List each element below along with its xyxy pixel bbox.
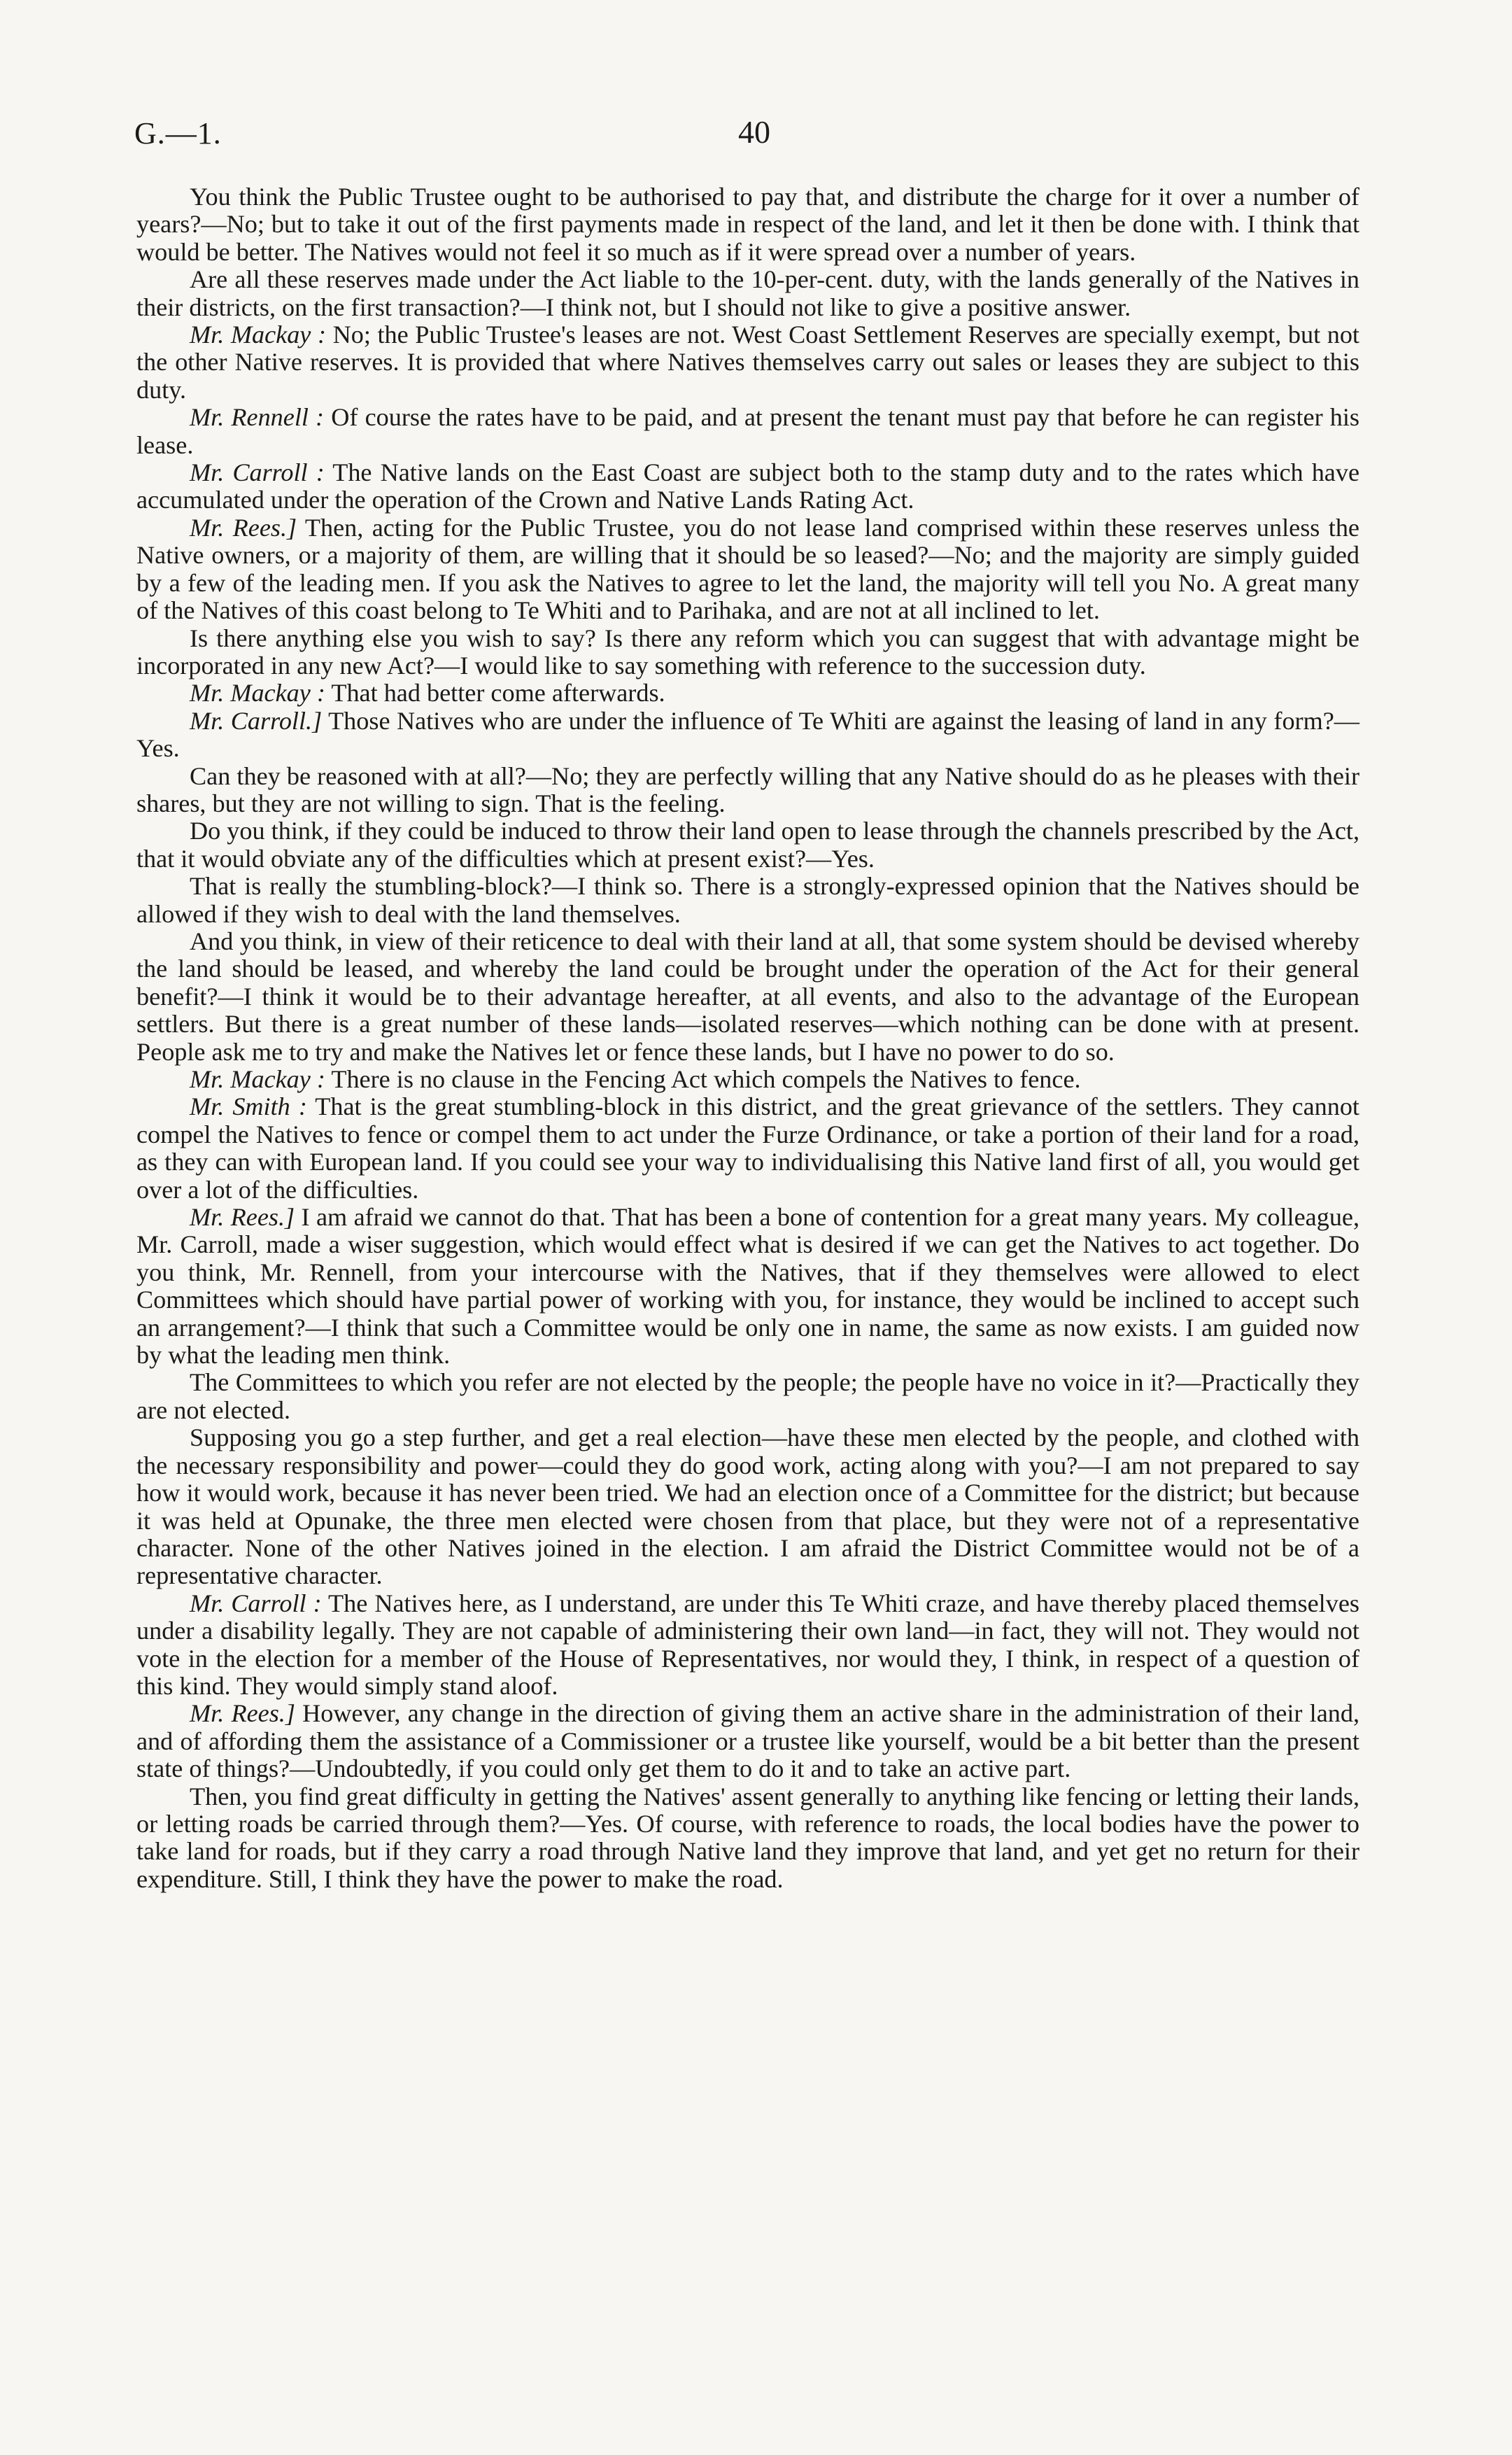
paragraph-text: The Native lands on the East Coast are subject both to the stamp duty and to the rates which have accumulated under the operation of the Crown and Native Lands Rating Act.: [136, 458, 1360, 514]
paragraph: [136, 459, 1359, 514]
paragraph-text: And you think, in view of their reticence to deal with their land at all, that some system should be devised whereby the land should be leased, and whereby the land could be brought under the operation of the Act for their general benefit?—I think it would be to their advantage hereafter, at all events, and also to the advantage of the European settlers. But there is a great number of these lands—isolated reserves—which nothing can be done with at present. People ask me to try and make the Natives let or fence these lands, but I have no power to do so.: [136, 927, 1359, 1066]
paragraph: [136, 1093, 1359, 1204]
paragraph: [136, 183, 1359, 266]
paragraph-text: Are all these reserves made under the Act liable to the 10-per-cent. duty, with the lands generally of the Natives in their districts, on the first transaction?—I think not, but I should not like to give a positive answer.: [136, 265, 1359, 321]
speaker: Mr. Rees.]: [190, 513, 297, 542]
paragraph-text: You think the Public Trustee ought to be authorised to pay that, and distribute the charge for it over a number of years?—No; but to take it out of the first payments made in respect of the land, and let it then be done with. I think that would be better. The Natives would not feel it so much as if it were spread over a number of years.: [136, 183, 1359, 266]
paragraph-text: Then, acting for the Public Trustee, you do not lease land comprised within these reserves unless the Native owners, or a majority of them, are willing that it should be so leased?—No; and the majority are simply guided by a few of the leading men. If you ask the Natives to agree to let the land, the majority will tell you No. A great many of the Natives of this coast belong to Te Whiti and to Parihaka, and are not at all inclined to let.: [136, 513, 1359, 625]
paragraph: [136, 1204, 1359, 1369]
paragraph: [136, 625, 1359, 680]
paragraph: [136, 1424, 1359, 1589]
speaker: Mr. Smith :: [190, 1092, 307, 1121]
paragraph-text: Of course the rates have to be paid, and at present the tenant must pay that before he can register his lease.: [136, 403, 1359, 459]
speaker: Mr. Mackay :: [190, 321, 327, 349]
paragraph: [136, 514, 1359, 625]
paragraph-text: I am afraid we cannot do that. That has been a bone of contention for a great many years. My colleague, Mr. Carroll, made a wiser suggestion, which would effect what is desired if we can get the Natives to act together. Do you think, Mr. Rennell, from your intercourse with the Natives, that if they themselves were allowed to elect Committees which should have partial power of working with you, for instance, they would be inclined to accept such an arrangement?—I think that such a Committee would be only one in name, the same as now exists. I am guided now by what the leading men think.: [136, 1203, 1360, 1370]
paper-reference: G.—1.: [134, 116, 222, 150]
paragraph-text: Supposing you go a step further, and get a real election—have these men elected by the people, and clothed with the necessary responsibility and power—could they do good work, acting along with you?—I am not prepared to say how it would work, because it has never been tried. We had an election once of a Committee for the district; but because it was held at Opunake, the three men elected were chosen from that place, but they were not of a representative character. None of the other Natives joined in the election. I am afraid the District Committee would not be of a representative character.: [136, 1423, 1359, 1590]
paragraph-text: Those Natives who are under the influence of Te Whiti are against the leasing of land in any form?—Yes.: [136, 706, 1359, 763]
paragraph-text: That is really the stumbling-block?—I think so. There is a strongly-expressed opinion that the Natives should be allowed if they wish to deal with the land themselves.: [136, 872, 1359, 928]
paragraph: [136, 404, 1359, 459]
paragraph: [136, 817, 1359, 873]
paragraph-text: That had better come afterwards.: [331, 679, 665, 708]
paragraph: [136, 873, 1359, 928]
paragraph: [136, 928, 1359, 1066]
paragraph-text: Can they be reasoned with at all?—No; they are perfectly willing that any Native should do as he pleases with their shares, but they are not willing to sign. That is the feeling.: [136, 761, 1359, 817]
speaker: Mr. Mackay :: [190, 1065, 325, 1093]
paragraph-text: There is no clause in the Fencing Act which compels the Natives to fence.: [331, 1065, 1081, 1093]
paragraph: [136, 1369, 1359, 1424]
page-number: 40: [738, 114, 770, 150]
paragraph-text: However, any change in the direction of giving them an active share in the administration of their land, and of affording them the assistance of a Commissioner or a trustee like yourself, would be a bit better than the present state of things?—Undoubtedly, if you could only get them to do it and to take an active part.: [136, 1699, 1360, 1783]
paragraph: [136, 1590, 1359, 1701]
speaker: Mr. Rees.]: [190, 1699, 295, 1728]
paragraph: [136, 763, 1359, 818]
paragraph: [136, 321, 1359, 404]
speaker: Mr. Carroll :: [190, 458, 325, 487]
paragraph: [136, 1700, 1359, 1782]
paragraph-text: Then, you find great difficulty in getting the Natives' assent generally to anything like fencing or letting their lands, or letting roads be carried through them?—Yes. Of course, with reference to roads, the local bodies have the power to take land for roads, but if they carry a road through Native land they improve that land, and yet get no return for their expenditure. Still, I think they have the power to make the road.: [136, 1782, 1359, 1893]
speaker: Mr. Rennell :: [190, 403, 325, 432]
speaker: Mr. Mackay :: [190, 679, 325, 708]
paragraph-text: The Natives here, as I understand, are under this Te Whiti craze, and have thereby placed themselves under a disability legally. They are not capable of administering their own land—in fact, they will not. They would not vote in the election for a member of the House of Representatives, nor would they, I think, in respect of a question of this kind. They would simply stand aloof.: [136, 1589, 1359, 1700]
paragraph-text: That is the great stumbling-block in this district, and the great grievance of the settlers. They cannot compel the Natives to fence or compel them to act under the Furze Ordinance, or take a portion of their land for a road, as they can with European land. If you could see your way to individualising this Native land first of all, you would get over a lot of the difficulties.: [136, 1092, 1359, 1204]
evidence-body: [136, 183, 1359, 1893]
paragraph-text: No; the Public Trustee's leases are not. West Coast Settlement Reserves are specially exempt, but not the other Native reserves. It is provided that where Natives themselves carry out sales or leases they are subject to this duty.: [136, 321, 1359, 404]
speaker: Mr. Rees.]: [190, 1203, 295, 1232]
paragraph-text: Is there anything else you wish to say? Is there any reform which you can suggest that with advantage might be incorporated in any new Act?—I would like to say something with reference to the succession duty.: [136, 624, 1359, 680]
paragraph: [136, 1783, 1359, 1894]
paragraph: [136, 680, 1359, 707]
speaker: Mr. Carroll.]: [190, 706, 323, 735]
paragraph-text: The Committees to which you refer are not elected by the people; the people have no voice in it?—Practically they are not elected.: [136, 1368, 1359, 1424]
speaker: Mr. Carroll :: [190, 1589, 322, 1617]
paragraph-text: Do you think, if they could be induced to throw their land open to lease through the channels prescribed by the Act, that it would obviate any of the difficulties which at present exist?—Yes.: [136, 817, 1359, 873]
paragraph: [136, 266, 1359, 321]
paragraph: [136, 1066, 1359, 1093]
paragraph: [136, 708, 1359, 763]
